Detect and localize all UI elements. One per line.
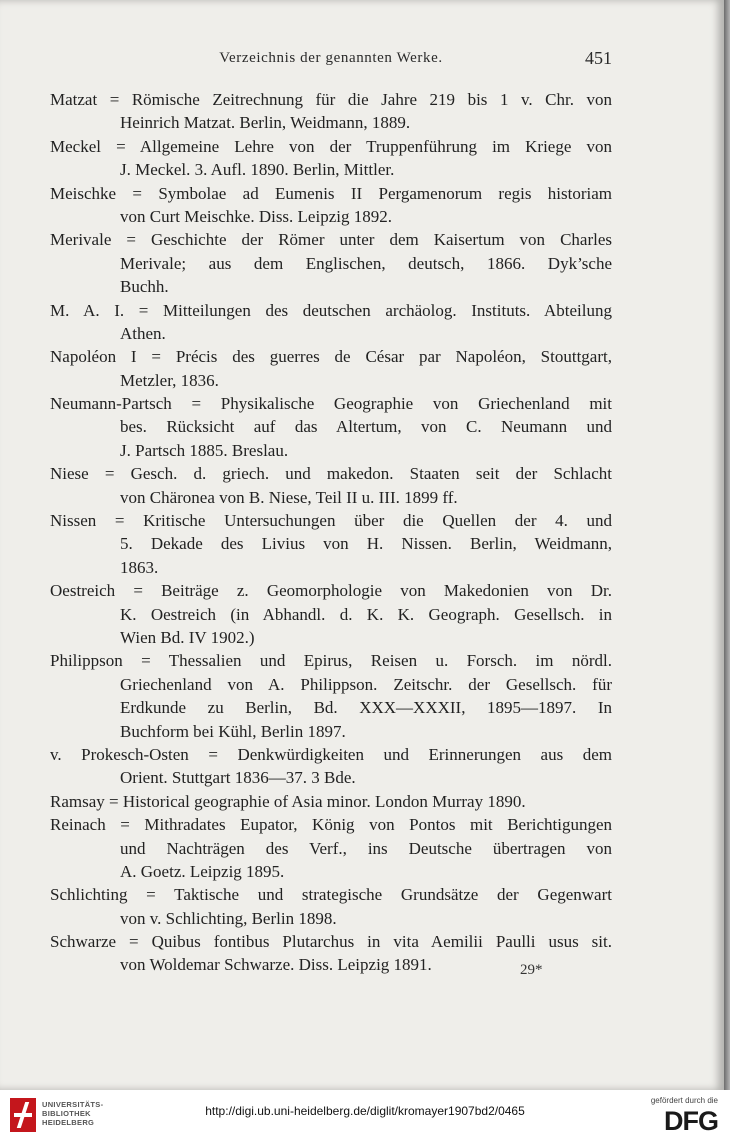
entry-line: Niese = Gesch. d. griech. und makedon. Staaten seit der Schlacht xyxy=(50,464,612,484)
bibliography-entry xyxy=(50,883,612,930)
bibliography-entry xyxy=(50,790,612,813)
page-number: 451 xyxy=(585,48,612,68)
entry-line: 1863. xyxy=(120,557,159,577)
entry-line: K. Oestreich (in Abhandl. d. K. K. Geograph. Gesellsch. in xyxy=(120,604,612,624)
permalink-url[interactable]: http://digi.ub.uni-heidelberg.de/diglit/kromayer1907bd2/0465 xyxy=(205,1104,525,1118)
entry-line: Ramsay = Historical geographie of Asia minor. London Murray 1890. xyxy=(50,791,526,811)
entry-line: Buchform bei Kühl, Berlin 1897. xyxy=(120,721,346,741)
bibliography-entry xyxy=(50,579,612,649)
entry-line: Erdkunde zu Berlin, Bd. XXX—XXXII, 1895—1897. In xyxy=(120,698,612,718)
entry-line: M. A. I. = Mitteilungen des deutschen archäolog. Instituts. Abteilung xyxy=(50,300,612,320)
entry-line: 5. Dekade des Livius von H. Nissen. Berlin, Weidmann, xyxy=(120,534,612,554)
bibliography-entry xyxy=(50,743,612,790)
entry-line: Merivale = Geschichte der Römer unter dem Kaisertum von Charles xyxy=(50,230,612,250)
bibliography-entry xyxy=(50,462,612,509)
bibliography-entry xyxy=(50,813,612,883)
entry-line: Metzler, 1836. xyxy=(120,370,219,390)
page-edge-shadow xyxy=(724,0,730,1090)
entry-line: Orient. Stuttgart 1836—37. 3 Bde. xyxy=(120,768,356,788)
entry-line: Meckel = Allgemeine Lehre von der Truppenführung im Kriege von xyxy=(50,136,612,156)
bibliography-entry xyxy=(50,392,612,462)
entry-line: von Chäronea von B. Niese, Teil II u. III. 1899 ff. xyxy=(120,487,458,507)
entry-line: Wien Bd. IV 1902.) xyxy=(120,627,255,647)
entry-line: Meischke = Symbolae ad Eumenis II Pergamenorum regis historiam xyxy=(50,183,612,203)
entry-line: Heinrich Matzat. Berlin, Weidmann, 1889. xyxy=(120,113,411,133)
entry-line: v. Prokesch-Osten = Denkwürdigkeiten und Erinnerungen aus dem xyxy=(50,744,612,764)
library-name-line: UNIVERSITÄTS- xyxy=(42,1100,104,1109)
entry-line: von Curt Meischke. Diss. Leipzig 1892. xyxy=(120,206,392,226)
dfg-logo: DFG xyxy=(664,1106,718,1136)
entry-line: von v. Schlichting, Berlin 1898. xyxy=(120,908,337,928)
entry-line: J. Meckel. 3. Aufl. 1890. Berlin, Mittler. xyxy=(120,160,395,180)
bibliography-entry xyxy=(50,649,612,743)
bibliography-list xyxy=(50,88,612,977)
library-name-line: HEIDELBERG xyxy=(42,1118,95,1127)
entry-line: Philippson = Thessalien und Epirus, Reisen u. Forsch. im nördl. xyxy=(50,651,612,671)
library-name-line: BIBLIOTHEK xyxy=(42,1109,91,1118)
entry-line: Matzat = Römische Zeitrechnung für die Jahre 219 bis 1 v. Chr. von xyxy=(50,90,612,109)
bibliography-entry xyxy=(50,299,612,346)
entry-line: J. Partsch 1885. Breslau. xyxy=(120,440,289,460)
bibliography-entry xyxy=(50,345,612,392)
bibliography-entry xyxy=(50,88,612,135)
entry-line: A. Goetz. Leipzig 1895. xyxy=(120,861,285,881)
signature-mark: 29* xyxy=(520,962,543,978)
bibliography-entry xyxy=(50,182,612,229)
entry-line: und Nachträgen des Verf., ins Deutsche übertragen von xyxy=(120,838,612,858)
entry-line: Merivale; aus dem Englischen, deutsch, 1866. Dyk’sche xyxy=(120,253,612,273)
entry-line: von Woldemar Schwarze. Diss. Leipzig 1891. xyxy=(120,955,432,975)
viewer-footer xyxy=(0,1090,730,1142)
entry-line: Reinach = Mithradates Eupator, König von Pontos mit Berichtigungen xyxy=(50,815,612,835)
bibliography-entry xyxy=(50,509,612,579)
entry-line: Napoléon I = Précis des guerres de César par Napoléon, Stouttgart, xyxy=(50,347,612,367)
bibliography-entry xyxy=(50,135,612,182)
entry-line: Buchh. xyxy=(120,277,169,297)
funded-by-label: gefördert durch die xyxy=(650,1096,718,1105)
entry-line: Griechenland von A. Philippson. Zeitschr. der Gesellsch. für xyxy=(120,674,612,694)
running-head xyxy=(50,48,612,72)
entry-line: Neumann-Partsch = Physikalische Geographie von Griechenland mit xyxy=(50,394,612,414)
entry-line: bes. Rücksicht auf das Altertum, von C. Neumann und xyxy=(120,417,612,437)
entry-line: Schlichting = Taktische und strategische Grundsätze der Gegenwart xyxy=(50,885,612,905)
running-head-title: Verzeichnis der genannten Werke. xyxy=(219,50,443,66)
bibliography-entry xyxy=(50,228,612,298)
entry-line: Schwarze = Quibus fontibus Plutarchus in vita Aemilii Paulli usus sit. xyxy=(50,932,612,952)
entry-line: Athen. xyxy=(120,323,166,343)
entry-line: Nissen = Kritische Untersuchungen über die Quellen der 4. und xyxy=(50,511,612,531)
entry-line: Oestreich = Beiträge z. Geomorphologie von Makedonien von Dr. xyxy=(50,581,612,601)
